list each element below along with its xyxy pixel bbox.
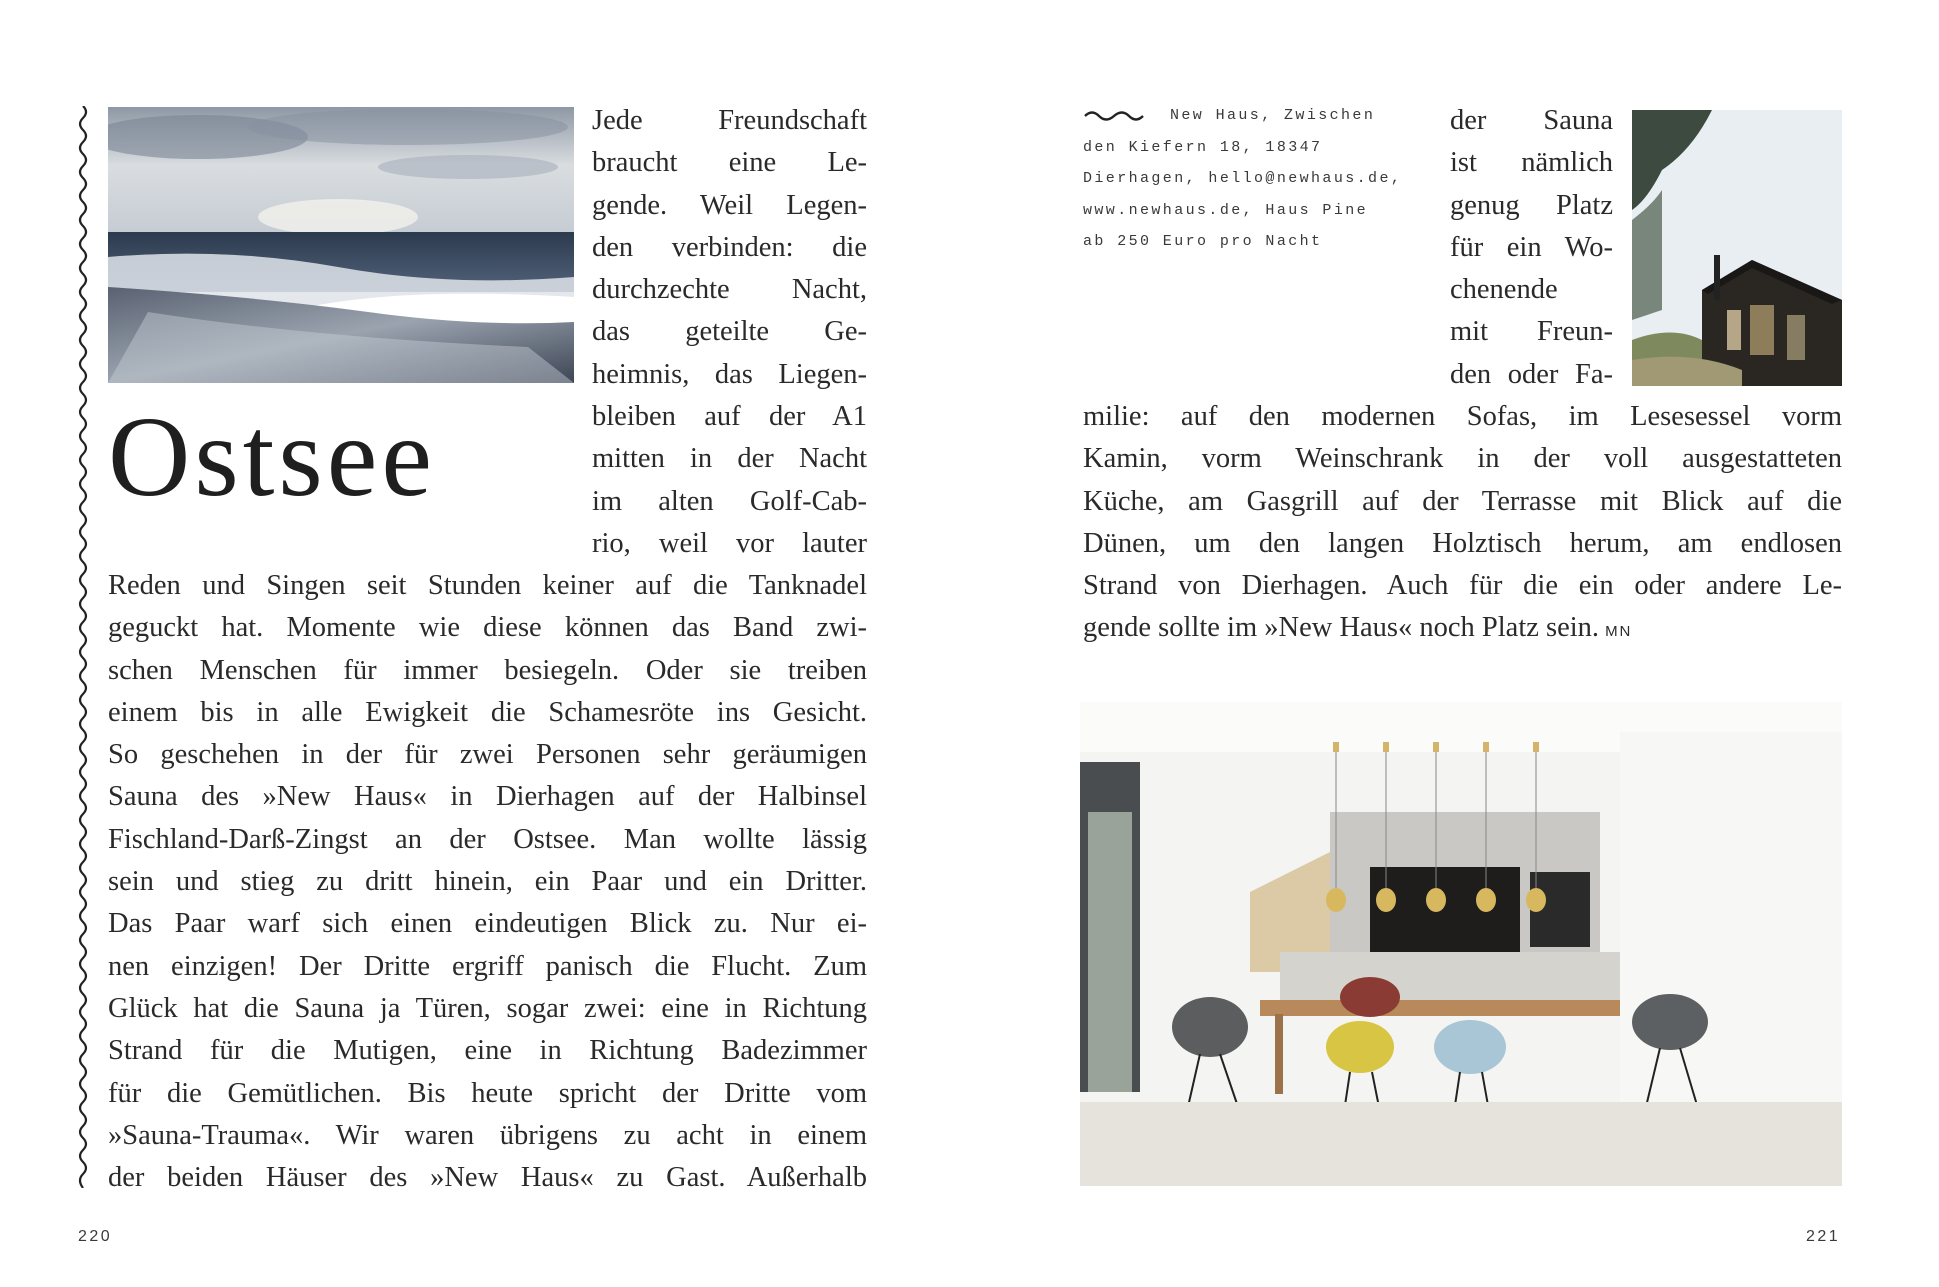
interior-photo (1080, 702, 1842, 1186)
text-line: mitten in der Nacht (592, 443, 867, 475)
text-line: durchzechte Nacht, (592, 274, 867, 306)
text-line: im alten Golf-Cab- (592, 485, 867, 517)
text-line: einem bis in alle Ewigkeit die Schamesröte ins Gesicht. (108, 696, 867, 728)
text-line: Küche, am Gasgrill auf der Terrasse mit Blick auf die (1083, 485, 1842, 517)
info-line: New Haus, Zwischen (1170, 107, 1376, 124)
left-page (0, 0, 969, 1287)
text-line: den oder Fa- (1450, 358, 1613, 390)
text-line: gende sollte im »New Haus« noch Platz sein. (1083, 612, 1600, 644)
text-line: Dünen, um den langen Holztisch herum, am endlosen (1083, 527, 1842, 559)
text-line: Fischland-Darß-Zingst an der Ostsee. Man wollte lässig (108, 823, 867, 855)
info-line: ab 250 Euro pro Nacht (1083, 233, 1323, 250)
continued-text-narrow (1450, 100, 1613, 396)
text-line: den verbinden: die (592, 231, 867, 263)
page-number-left: 220 (78, 1228, 113, 1245)
text-line: Kamin, vorm Weinschrank in der voll ausgestatteten (1083, 443, 1842, 475)
text-line: Jede Freundschaft (592, 105, 867, 136)
text-line: der Sauna (1450, 105, 1613, 136)
beach-photo (108, 107, 574, 383)
wavy-margin-rule (76, 106, 90, 1188)
text-line: für die Gemütlichen. Bis heute spricht der Dritte vom (108, 1077, 867, 1109)
text-line: geguckt hat. Momente wie diese können das Band zwi- (108, 612, 867, 644)
venue-info (1083, 100, 1413, 258)
article-title: Ostsee (108, 393, 436, 520)
text-line: bleiben auf der A1 (592, 401, 867, 433)
text-line: genug Platz (1450, 189, 1613, 221)
page-number-right: 221 (1806, 1228, 1841, 1245)
text-line: Glück hat die Sauna ja Türen, sogar zwei: eine in Richtung (108, 992, 867, 1024)
text-line: So geschehen in der für zwei Personen sehr geräumigen (108, 739, 867, 771)
text-line: braucht eine Le- (592, 147, 867, 179)
text-line: heimnis, das Liegen- (592, 358, 867, 390)
text-line: Strand von Dierhagen. Auch für die ein oder andere Le- (1083, 570, 1842, 602)
text-line: sein und stieg zu dritt hinein, ein Paar und ein Dritter. (108, 866, 867, 898)
house-photo (1632, 110, 1842, 386)
text-line: Sauna des »New Haus« in Dierhagen auf der Halbinsel (108, 781, 867, 813)
text-line: ist nämlich (1450, 147, 1613, 179)
text-line: milie: auf den modernen Sofas, im Lesesessel vorm (1083, 401, 1842, 432)
text-line: Reden und Singen seit Stunden keiner auf die Tanknadel (108, 570, 867, 601)
text-line: rio, weil vor lauter (592, 527, 867, 559)
body-text-wide (108, 565, 867, 1199)
text-line: gende. Weil Legen- (592, 189, 867, 221)
author-initials: MN (1605, 623, 1633, 641)
text-line: Das Paar warf sich einen eindeutigen Blick zu. Nur ei- (108, 908, 867, 940)
text-line: chenende (1450, 274, 1558, 306)
text-line: schen Menschen für immer besiegeln. Oder sie treiben (108, 654, 867, 686)
info-line: www.newhaus.de, Haus Pine (1083, 201, 1369, 219)
text-line: für ein Wo- (1450, 231, 1613, 263)
continued-text-wide (1083, 396, 1842, 650)
text-line: das geteilte Ge- (592, 316, 867, 348)
text-line-final (1083, 607, 1842, 649)
text-line: »Sauna-Trauma«. Wir waren übrigens zu acht in einem (108, 1119, 867, 1151)
text-line: mit Freun- (1450, 316, 1613, 348)
info-line: den Kiefern 18, 18347 (1083, 138, 1323, 156)
intro-text-narrow (592, 100, 867, 565)
text-line: nen einzigen! Der Dritte ergriff panisch die Flucht. Zum (108, 950, 867, 982)
text-line: Strand für die Mutigen, eine in Richtung Badezimmer (108, 1035, 867, 1067)
text-line: der beiden Häuser des »New Haus« zu Gast. Außerhalb (108, 1162, 867, 1194)
info-line: Dierhagen, hello@newhaus.de, (1083, 170, 1403, 187)
